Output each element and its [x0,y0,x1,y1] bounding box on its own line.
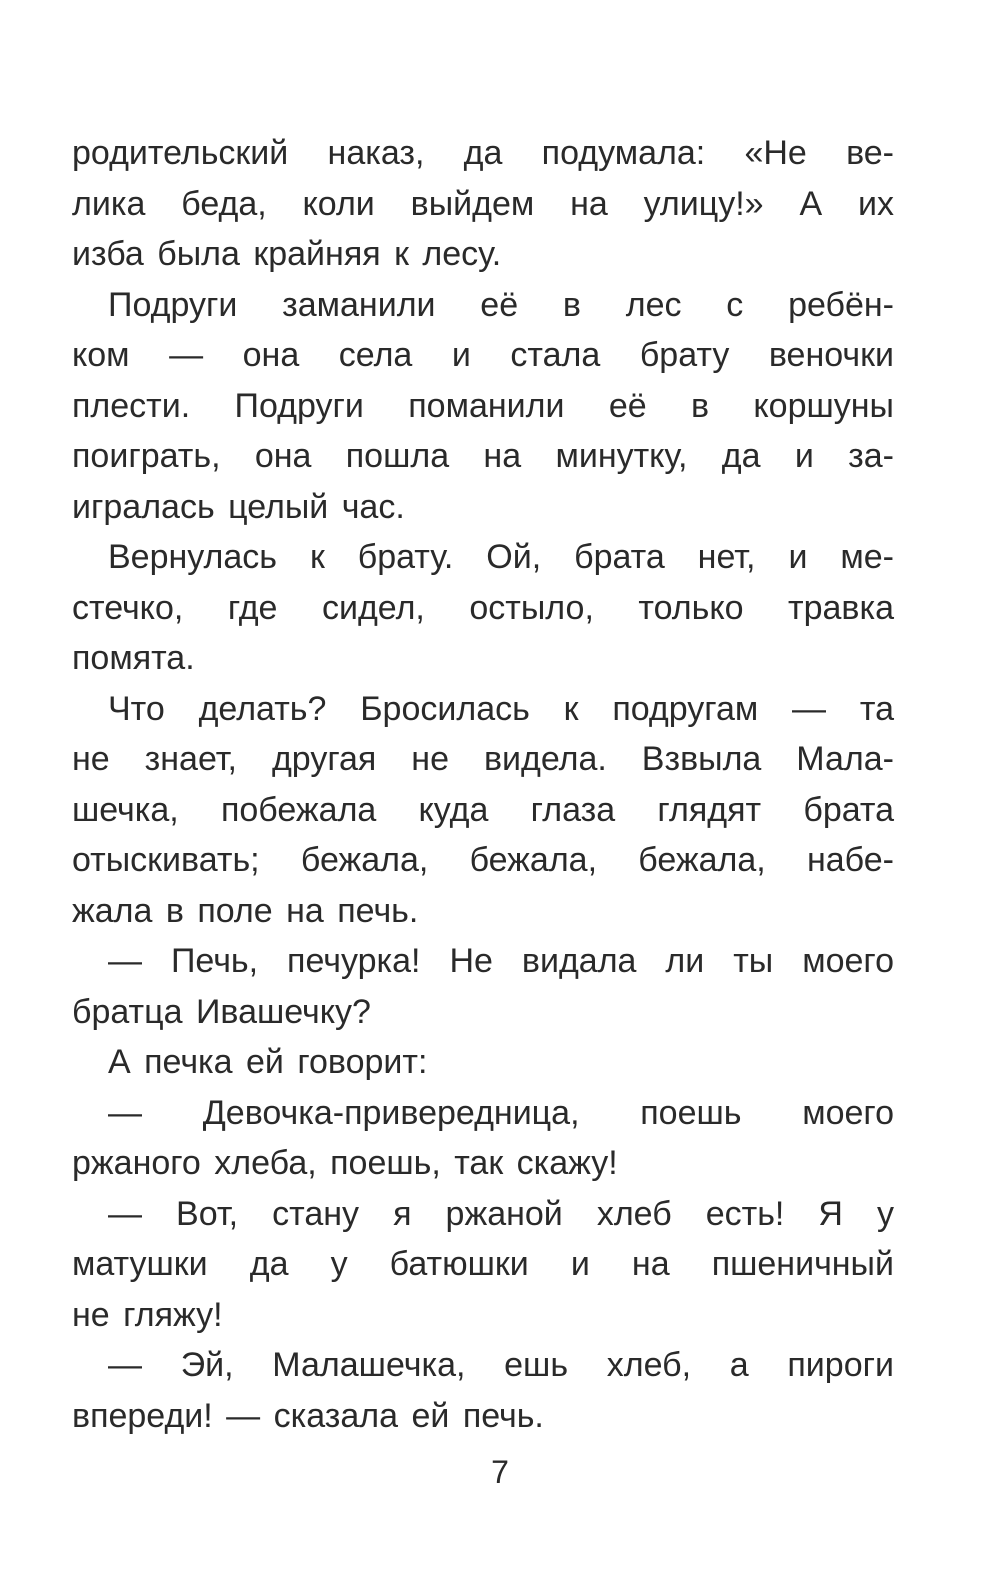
text-line: — Печь, печурка! Не видала ли ты моего [108,942,894,980]
text-line: Вернулась к брату. Ой, брата нет, и ме- [108,538,894,576]
text-line: изба была крайняя к лесу. [72,235,502,273]
text-line: — Вот, стану я ржаной хлеб есть! Я у [108,1194,894,1233]
text-line: отыскивать; бежала, бежала, бежала, набе- [72,841,894,879]
text-line: лика беда, коли выйдем на улицу!» А их [72,184,894,223]
text-line: Что делать? Бросилась к подругам — та [108,689,894,728]
text-line: игралась целый час. [72,487,405,526]
text-line: жала в поле на печь. [72,891,419,930]
text-line: поиграть, она пошла на минутку, да и за- [72,437,894,475]
page-text [72,128,894,1441]
text-line: — Девочка-привередница, поешь моего [108,1093,894,1132]
text-line: помята. [72,639,195,677]
text-line: матушки да у батюшки и на пшеничный [72,1245,894,1283]
text-line: родительский наказ, да подумала: «Не ве- [72,134,894,172]
text-line: ком — она села и стала брату веночки [72,336,894,374]
text-line: не знает, другая не видела. Взвыла Мала- [72,740,894,778]
text-line: — Эй, Малашечка, ешь хлеб, а пироги [108,1346,894,1384]
text-line: шечка, побежала куда глаза глядят брата [72,790,894,829]
page-number: 7 [491,1454,509,1490]
text-line: Подруги заманили её в лес с ребён- [108,285,894,324]
text-line: ржаного хлеба, поешь, так скажу! [72,1144,618,1182]
text-line: не гляжу! [72,1295,223,1334]
text-line: стечко, где сидел, остыло, только травка [72,588,894,627]
text-line: А печка ей говорит: [108,1043,428,1081]
text-line: плести. Подруги поманили её в коршуны [72,386,894,425]
text-line: впереди! — сказала ей печь. [72,1396,544,1435]
text-line: братца Ивашечку? [72,992,371,1031]
